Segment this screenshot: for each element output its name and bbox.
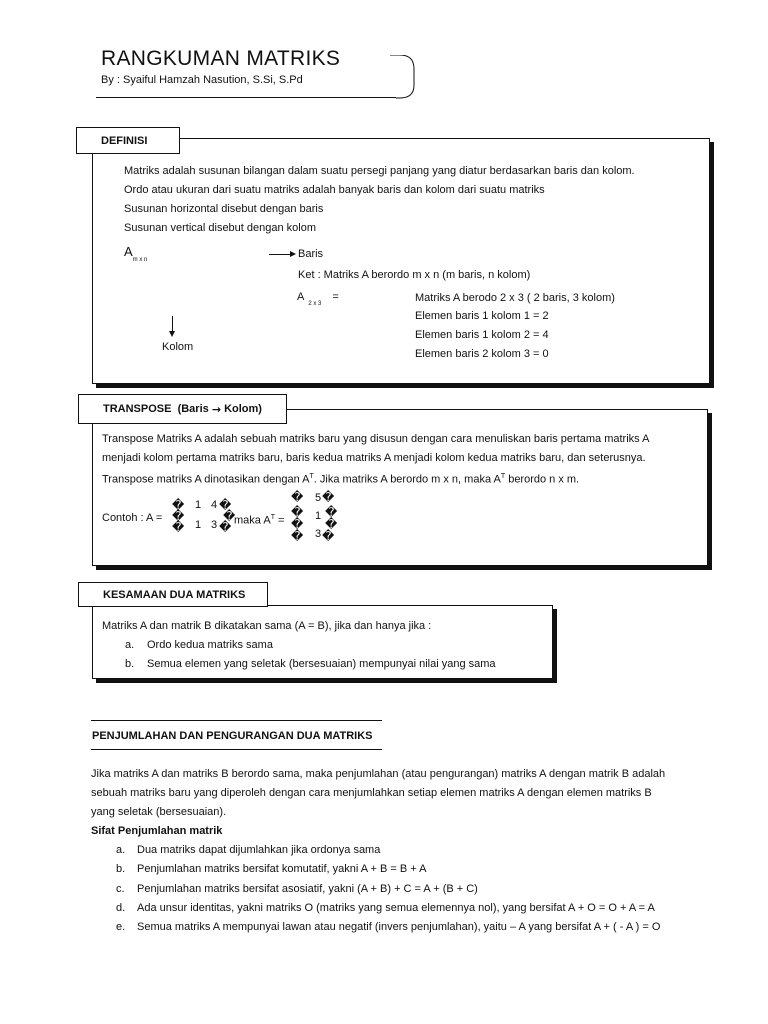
sifat-item-b — [116, 862, 427, 876]
example-line-4: Elemen baris 2 kolom 3 = 0 — [415, 348, 549, 360]
penjumlahan-para-3: yang seletak (bersesuaian). — [91, 806, 227, 818]
list-text: Penjumlahan matriks bersifat asosiatif, yakni (A + B) + C = A + (B + C) — [137, 883, 478, 895]
list-text: Semua matriks A mempunyai lawan atau negatif (invers penjumlahan), yaitu – A yang bersifat A + ( - A ) = O — [137, 921, 661, 933]
sifat-item-c — [116, 882, 478, 896]
example-line-1: Matriks A berodo 2 x 3 ( 2 baris, 3 kolom) — [415, 292, 615, 304]
matrix-symbol: A — [124, 244, 133, 259]
example-notation — [297, 291, 339, 307]
bracket-glyph: � — [172, 509, 185, 523]
bracket-glyph: � — [291, 517, 304, 531]
maka-eq: = — [274, 514, 285, 527]
transpose-line-3b: . Jika matriks A berordo m x n, maka A — [313, 473, 501, 486]
matrix-subscript: m x n — [132, 257, 148, 263]
matrix-a-cell: 3 — [211, 519, 218, 531]
list-marker: a. — [125, 639, 135, 651]
bracket-glyph: � — [325, 517, 338, 531]
kesamaan-item-b — [125, 657, 496, 671]
section-rule-top — [91, 720, 382, 721]
list-marker: b. — [125, 658, 135, 670]
ket-line: Ket : Matriks A berordo m x n (m baris, n kolom) — [298, 269, 531, 281]
penjumlahan-para-1: Jika matriks A dan matriks B berordo sama, maka penjumlahan (atau pengurangan) matriks A dengan matrik B adalah — [91, 768, 666, 780]
kesamaan-item-a — [125, 638, 273, 652]
bracket-glyph: � — [325, 505, 338, 519]
kolom-label: Kolom — [162, 341, 194, 353]
definisi-line-4: Susunan vertical disebut dengan kolom — [124, 222, 317, 234]
transpose-line-2: menjadi kolom pertama matriks baru, baris kedua matriks A menjadi kolom kedua matriks baru, dan seterusnya. — [102, 452, 646, 464]
list-text: Ada unsur identitas, yakni matriks O (matriks yang semua elemennya nol), yang bersifat A + O = O + A = A — [137, 902, 655, 914]
bracket-glyph: � — [219, 498, 232, 512]
baris-arrow — [269, 254, 291, 255]
sup-t-2: T — [500, 473, 506, 480]
kesamaan-intro: Matriks A dan matrik B dikatakan sama (A = B), jika dan hanya jika : — [102, 620, 432, 632]
kolom-arrow — [172, 316, 173, 332]
bracket-glyph: � — [223, 509, 236, 523]
bracket-glyph: � — [291, 505, 304, 519]
transpose-line-3a: Transpose matriks A dinotasikan dengan A — [102, 473, 310, 486]
definisi-tab: DEFINISI — [76, 127, 180, 154]
list-text: Ordo kedua matriks sama — [147, 639, 273, 651]
arrow-right-icon: → — [211, 402, 222, 416]
example-symbol: A — [297, 291, 305, 303]
definisi-line-1: Matriks adalah susunan bilangan dalam suatu persegi panjang yang diatur berdasarkan baris dan kolom. — [124, 165, 635, 177]
sifat-item-d — [116, 901, 655, 915]
list-text: Semua elemen yang seletak (bersesuaian) mempunyai nilai yang sama — [147, 658, 496, 670]
transpose-tab-pre: TRANSPOSE (Baris — [103, 403, 212, 415]
maka-text: maka A — [234, 514, 271, 527]
matrix-a-cell: 4 — [211, 499, 218, 511]
example-line-2: Elemen baris 1 kolom 1 = 2 — [415, 310, 549, 322]
bracket-glyph: � — [219, 520, 232, 534]
bracket-glyph: � — [322, 529, 335, 543]
matrix-at-cell: 1 — [315, 510, 322, 522]
list-marker: c. — [116, 883, 125, 895]
sifat-item-e — [116, 920, 660, 934]
list-marker: e. — [116, 921, 126, 933]
bracket-glyph: � — [291, 529, 304, 543]
example-line-3: Elemen baris 1 kolom 2 = 4 — [415, 329, 549, 341]
penjumlahan-heading: PENJUMLAHAN DAN PENGURANGAN DUA MATRIKS — [92, 730, 373, 742]
bracket-glyph: � — [172, 498, 185, 512]
header-bracket — [390, 55, 420, 100]
list-marker: a. — [116, 844, 126, 856]
matrix-at-cell: 5 — [315, 492, 322, 504]
matrix-at-cell: 3 — [315, 528, 322, 540]
bracket-glyph: � — [322, 490, 335, 504]
matrix-a-cell: 1 — [195, 519, 202, 531]
transpose-line-3 — [102, 470, 579, 487]
matrix-notation — [124, 244, 148, 263]
page-title: RANGKUMAN MATRIKS — [101, 47, 341, 70]
section-rule-bottom — [91, 749, 382, 750]
definisi-line-2: Ordo atau ukuran dari suatu matriks adalah banyak baris dan kolom dari suatu matriks — [124, 184, 545, 196]
kesamaan-tab: KESAMAAN DUA MATRIKS — [78, 582, 268, 607]
example-subscript: 2 x 3 — [308, 301, 322, 307]
header-underline — [96, 97, 396, 98]
list-text: Dua matriks dapat dijumlahkan jika ordonya sama — [137, 844, 381, 856]
transpose-tab — [78, 394, 287, 424]
sifat-heading: Sifat Penjumlahan matrik — [91, 825, 223, 837]
baris-label: Baris — [298, 248, 324, 260]
maka-label — [234, 511, 284, 528]
list-text: Penjumlahan matriks bersifat komutatif, yakni A + B = B + A — [137, 863, 427, 875]
list-marker: b. — [116, 863, 126, 875]
transpose-line-3c: berordo n x m. — [505, 473, 580, 486]
sifat-item-a — [116, 843, 380, 857]
list-marker: d. — [116, 902, 126, 914]
bracket-glyph: � — [291, 490, 304, 504]
transpose-line-1: Transpose Matriks A adalah sebuah matriks baru yang disusun dengan cara menuliskan baris pertama matriks A — [102, 433, 650, 445]
bracket-glyph: � — [172, 520, 185, 534]
definisi-line-3: Susunan horizontal disebut dengan baris — [124, 203, 324, 215]
author-line: By : Syaiful Hamzah Nasution, S.Si, S.Pd — [101, 74, 303, 86]
transpose-tab-post: Kolom) — [221, 403, 262, 415]
sup-t-3: T — [270, 514, 275, 521]
example-equals: = — [332, 291, 339, 303]
matrix-a-cell: 1 — [195, 499, 202, 511]
sup-t-1: T — [309, 473, 314, 480]
contoh-label: Contoh : A = — [102, 512, 163, 524]
penjumlahan-para-2: sebuah matriks baru yang diperoleh dengan cara menjumlahkan setiap elemen matriks A dengan elemen matriks B — [91, 787, 652, 799]
